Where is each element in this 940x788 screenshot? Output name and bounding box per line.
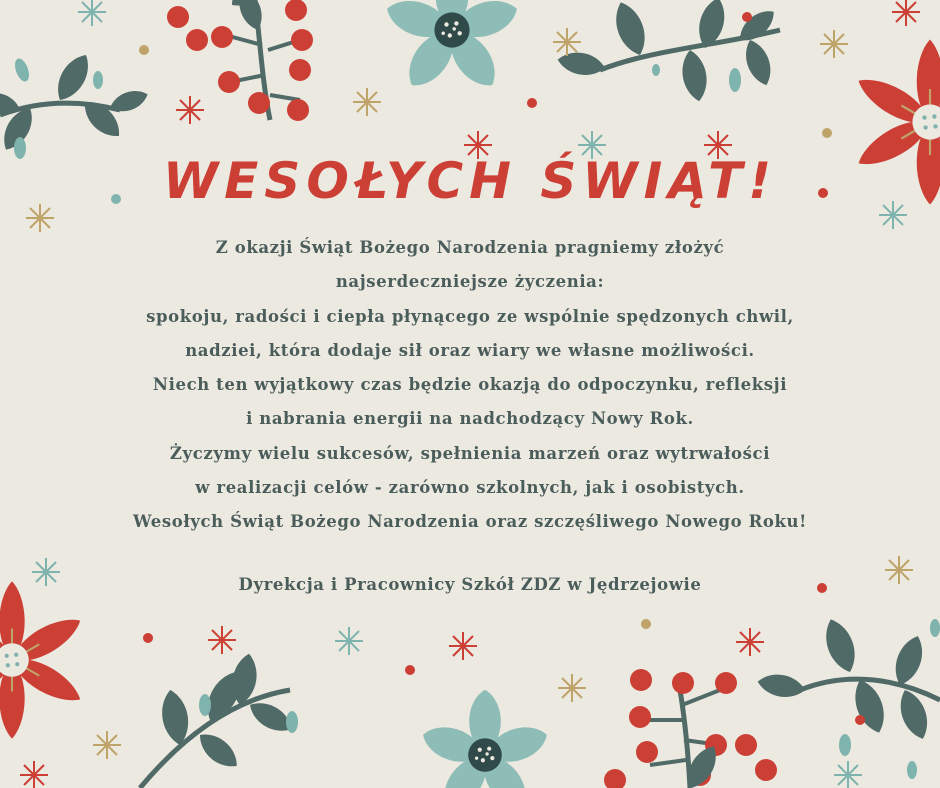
message-line: najserdeczniejsze życzenia: xyxy=(335,272,605,292)
berry-branch-icon xyxy=(604,669,777,788)
teal-flower-icon xyxy=(382,0,522,95)
leaf-branch-icon xyxy=(756,615,940,743)
message-line: Wesołych Świąt Bożego Narodzenia oraz szczęśliwego Nowego Roku! xyxy=(133,512,807,532)
message-line: i nabrania energii na nadchodzący Nowy Rok. xyxy=(246,409,694,429)
signature: Dyrekcja i Pracownicy Szkół ZDZ w Jędrzejowie xyxy=(238,575,702,594)
message-line: spokoju, radości i ciepła płynącego ze wspólnie spędzonych chwil, xyxy=(146,306,794,326)
berry-branch-icon xyxy=(167,0,313,121)
greeting-message xyxy=(80,231,860,540)
teal-flower-icon xyxy=(418,690,552,788)
greeting-title: WESOŁYCH ŚWIĄT! xyxy=(163,152,777,210)
message-line: w realizacji celów - zarówno szkolnych, jak i osobistych. xyxy=(195,478,745,498)
message-line: nadziei, która dodaje sił oraz wiary we własne możliwości. xyxy=(185,340,755,360)
poinsettia-icon xyxy=(0,581,87,739)
message-line: Niech ten wyjątkowy czas będzie okazją do odpoczynku, refleksji xyxy=(152,375,788,395)
leaf-branch-icon xyxy=(140,652,297,788)
message-line: Życzymy wielu sukcesów, spełnienia marzeń oraz wytrwałości xyxy=(169,443,771,463)
message-line: Z okazji Świąt Bożego Narodzenia pragniemy złożyć xyxy=(215,238,725,257)
